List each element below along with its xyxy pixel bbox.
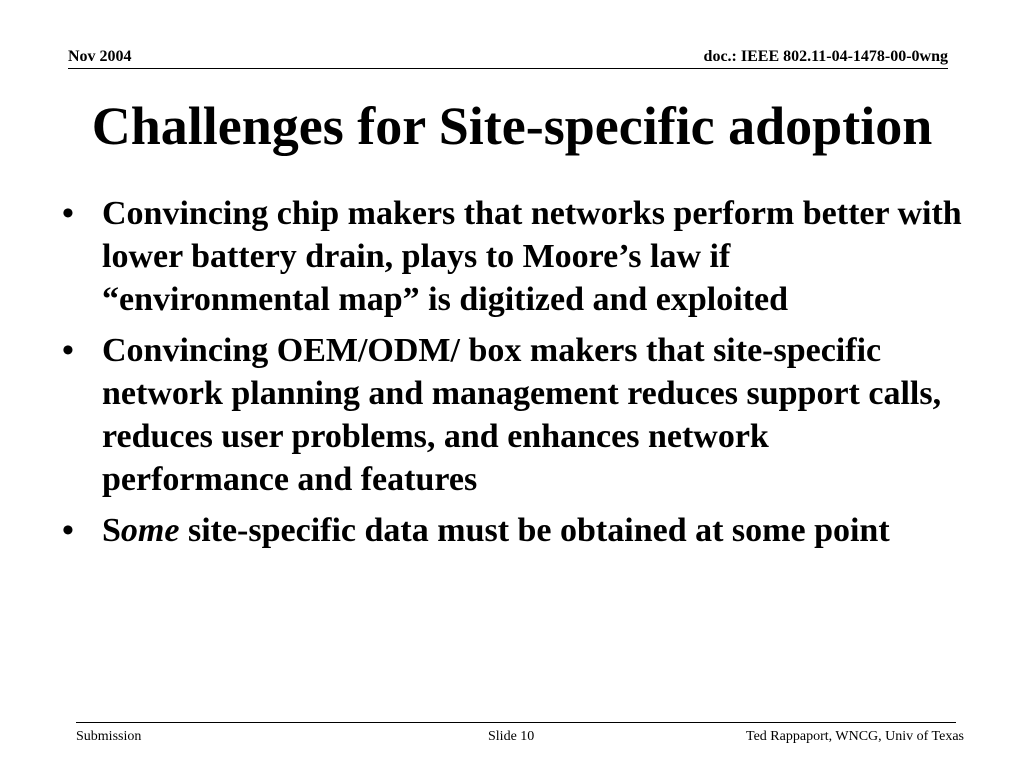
header-document-id: doc.: IEEE 802.11-04-1478-00-0wng bbox=[703, 48, 948, 65]
footer-author: Ted Rappaport, WNCG, Univ of Texas bbox=[746, 729, 964, 744]
footer-submission: Submission bbox=[76, 729, 142, 744]
bullet-text: Convincing chip makers that networks perform better with lower battery drain, plays to Moore’s law if “environmental map” is digitized and exploited bbox=[102, 195, 962, 318]
bullet-item bbox=[62, 192, 962, 321]
bullet-text: Convincing OEM/ODM/ box makers that site-specific network planning and management reduces support calls, reduces user problems, and enhances network performance and features bbox=[102, 332, 942, 498]
footer-divider bbox=[76, 722, 956, 723]
bullet-text-rest: site-specific data must be obtained at some point bbox=[179, 512, 890, 549]
bullet-marker: • bbox=[62, 512, 74, 549]
header-divider bbox=[68, 68, 948, 69]
slide-title: Challenges for Site-specific adoption bbox=[91, 96, 933, 156]
bullet-text-prefix: S bbox=[102, 512, 121, 549]
header-date: Nov 2004 bbox=[68, 48, 132, 65]
bullet-marker: • bbox=[62, 332, 74, 369]
bullet-marker: • bbox=[62, 195, 74, 232]
bullet-list bbox=[62, 192, 962, 560]
bullet-item bbox=[62, 509, 962, 552]
footer-slide-number: Slide 10 bbox=[488, 729, 535, 744]
bullet-item bbox=[62, 329, 962, 501]
bullet-text bbox=[102, 512, 890, 549]
bullet-text-emphasis: ome bbox=[120, 512, 180, 549]
